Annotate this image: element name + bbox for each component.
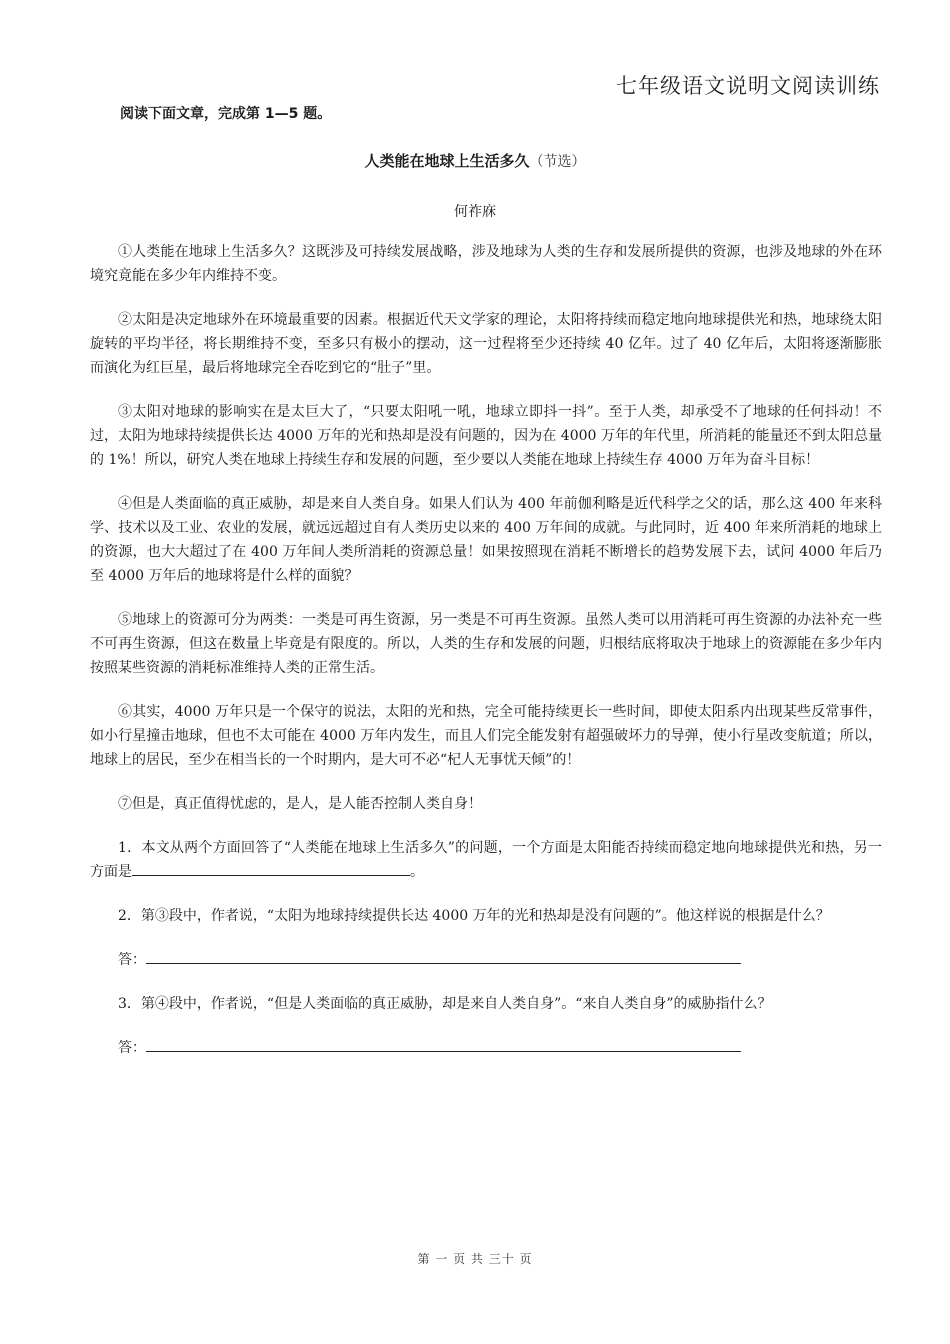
paragraph-4: ④但是人类面临的真正威胁，却是来自人类自身。如果人们认为 400 年前伽利略是近代科学之父的话，那么这 400 年来科学、技术以及工业、农业的发展，就远远超过自有人类历史以来的 400 万年间的成就。与此同时，近 400 年来所消耗的地球上的资源，也大大超过了在 400 万年间人类所消耗的资源总量！如果按照现在消耗不断增长的趋势发展下去，试问 4000 年后乃至 4000 万年后的地球将是什么样的面貌？ (90, 496, 882, 584)
paragraph-3: ③太阳对地球的影响实在是太巨大了，“只要太阳吼一吼，地球立即抖一抖”。至于人类，却承受不了地球的任何抖动！不过，太阳为地球持续提供长达 4000 万年的光和热却是没有问题的，因为在 4000 万年的年代里，所消耗的能量还不到太阳总量的 1%！所以，研究人类在地球上持续生存和发展的问题，至少要以人类能在地球上持续生存 4000 万年为奋斗目标！ (90, 404, 882, 468)
question-3: 3．第④段中，作者说，“但是人类面临的真正威胁，却是来自人类自身”。“来自人类自身”的威胁指什么？ (118, 996, 772, 1012)
article-subtitle: （节选） (529, 154, 586, 170)
article-author: 何祚庥 (454, 204, 496, 220)
question-2-answer (90, 948, 882, 972)
question-2: 2．第③段中，作者说，“太阳为地球持续提供长达 4000 万年的光和热却是没有问题的”。他这样说的根据是什么？ (118, 908, 830, 924)
answer-label: 答： (118, 1040, 146, 1056)
paragraph-5: ⑤地球上的资源可分为两类：一类是可再生资源，另一类是不可再生资源。虽然人类可以用消耗可再生资源的办法补充一些不可再生资源，但这在数量上毕竟是有限度的。所以，人类的生存和发展的问题，归根结底将取决于地球上的资源能在多少年内按照某些资源的消耗标准维持人类的正常生活。 (90, 612, 882, 676)
header-title: 七年级语文说明文阅读训练 (616, 74, 880, 98)
paragraph-2: ②太阳是决定地球外在环境最重要的因素。根据近代天文学家的理论，太阳将持续而稳定地向地球提供光和热，地球绕太阳旋转的平均半径，将长期维持不变，至多只有极小的摆动，这一过程将至少还持续 40 亿年。过了 40 亿年后，太阳将逐渐膨胀而演化为红巨星，最后将地球完全吞吃到它的“肚子”里。 (90, 312, 882, 376)
question-1-end: 。 (410, 864, 424, 880)
paragraph-7: ⑦但是，真正值得忧虑的，是人，是人能否控制人类自身！ (118, 796, 482, 812)
question-1 (90, 836, 882, 884)
paragraph-1: ①人类能在地球上生活多久？这既涉及可持续发展战略，涉及地球为人类的生存和发展所提供的资源，也涉及地球的外在环境究竟能在多少年内维持不变。 (90, 244, 882, 284)
paragraph-6: ⑥其实，4000 万年只是一个保守的说法，太阳的光和热，完全可能持续更长一些时间，即使太阳系内出现某些反常事件，如小行星撞击地球，但也不太可能在 4000 万年内发生，而且人们完全能发射有超强破坏力的导弹，使小行星改变航道；所以，地球上的居民，至少在相当长的一个时期内，是大可不必“杞人无事忧天倾”的！ (90, 704, 882, 768)
question-1-blank[interactable] (132, 861, 410, 876)
article-title: 人类能在地球上生活多久 (364, 152, 530, 170)
question-2-answer-blank[interactable] (146, 949, 741, 964)
answer-label: 答： (118, 952, 146, 968)
page-footer: 第 一 页 共 三十 页 (417, 1252, 533, 1266)
question-3-answer (90, 1036, 882, 1060)
article-body (90, 240, 882, 1080)
instruction: 阅读下面文章，完成第 1—5 题。 (120, 106, 332, 122)
question-3-answer-blank[interactable] (146, 1037, 741, 1052)
article-title-block (0, 150, 950, 171)
question-1-text: 1．本文从两个方面回答了“人类能在地球上生活多久”的问题，一个方面是太阳能否持续而稳定地向地球提供光和热，另一方面是 (90, 840, 882, 880)
